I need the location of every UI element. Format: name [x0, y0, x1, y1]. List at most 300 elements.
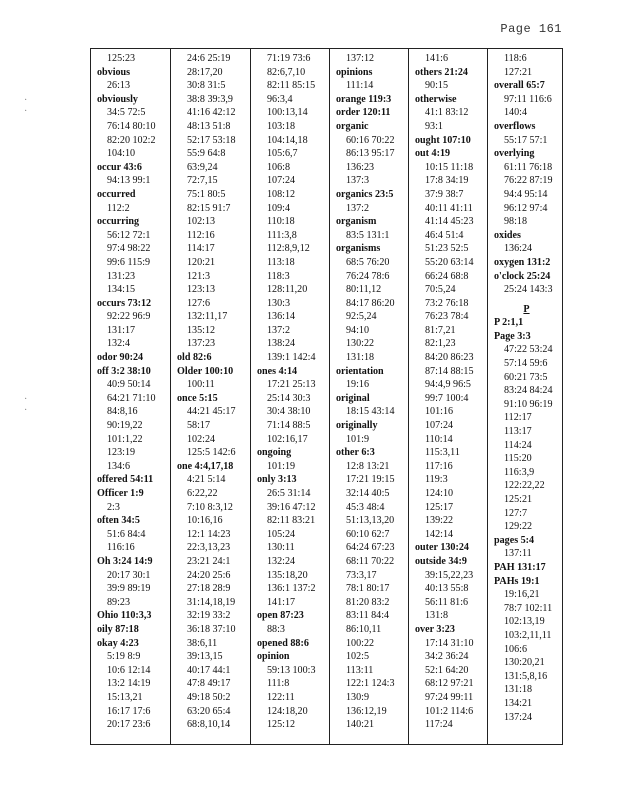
index-ref: 106:6	[504, 643, 527, 655]
index-ref: 115:3,11	[425, 447, 460, 459]
index-ref: 94:10	[346, 324, 369, 336]
index-ref: 99:7 100:4	[425, 392, 469, 404]
index-ref: 22:3,13,23	[187, 542, 231, 554]
index-word-entry: obvious	[97, 66, 131, 78]
index-ref: 108:12	[267, 188, 296, 200]
index-ref: 71:14 88:5	[267, 420, 311, 432]
index-ref: 138:24	[267, 338, 296, 350]
index-ref: 20:17 30:1	[107, 569, 151, 581]
index-ref: 100:22	[346, 637, 375, 649]
index-ref: 24:20 25:6	[187, 569, 231, 581]
index-ref: 98:18	[504, 216, 527, 228]
index-ref: 60:16 70:22	[346, 134, 395, 146]
index-word-entry: oily 87:18	[97, 623, 139, 635]
index-ref: 30:8 31:5	[187, 80, 226, 92]
index-word-entry: organism	[336, 216, 377, 228]
index-word-entry: only 3:13	[257, 474, 297, 486]
index-word-entry: organics 23:5	[336, 188, 394, 200]
index-ref: 102:13	[187, 216, 216, 228]
index-ref: 118:3	[267, 270, 290, 282]
index-ref: 91:10 96:19	[504, 398, 553, 410]
index-word-entry: occurs 73:12	[97, 297, 152, 309]
index-word-entry: opened 88:6	[257, 637, 309, 649]
index-ref: 118:6	[504, 53, 527, 64]
index-ref: 66:24 68:8	[425, 270, 469, 282]
index-ref: 96:3,4	[267, 93, 293, 105]
index-ref: 124:10	[425, 488, 454, 499]
index-word-entry: Officer 1:9	[97, 488, 144, 499]
index-ref: 105:6,7	[267, 148, 298, 160]
index-word-entry: order 120:11	[336, 107, 391, 119]
index-ref: 2:3	[107, 501, 120, 513]
index-ref: 26:5 31:14	[267, 488, 311, 499]
index-ref: 76:14 80:10	[107, 120, 156, 132]
margin-mark: ·	[24, 106, 28, 117]
index-ref: 131:17	[107, 324, 136, 336]
index-ref: 17:21 19:15	[346, 474, 395, 486]
index-ref: 82:1,23	[425, 338, 456, 350]
index-ref: 121:3	[187, 270, 210, 282]
index-ref: 76:23 78:4	[425, 311, 469, 323]
index-ref: 107:24	[267, 175, 296, 187]
index-ref: 34:2 36:24	[425, 651, 469, 663]
index-word-entry: often 34:5	[97, 515, 140, 527]
index-ref: 60:21 73:5	[504, 371, 548, 383]
index-ref: 34:5 72:5	[107, 107, 146, 119]
index-ref: 137:11	[504, 548, 532, 560]
index-ref: 40:17 44:1	[187, 664, 231, 676]
index-word-entry: otherwise	[415, 93, 457, 105]
index-ref: 130:20,21	[504, 657, 545, 669]
index-ref: 13:2 14:19	[107, 678, 151, 690]
index-ref: 103:2,11,11	[504, 629, 552, 641]
index-ref: 46:4 51:4	[425, 229, 464, 241]
index-ref: 123:19	[107, 447, 136, 459]
index-ref: 137:24	[504, 711, 533, 723]
index-ref: 111:8	[267, 678, 290, 690]
margin-mark: ·	[24, 95, 28, 106]
index-ref: 5:19 8:9	[107, 651, 141, 663]
index-ref: 131:23	[107, 270, 136, 282]
index-ref: 81:7,21	[425, 324, 456, 336]
index-ref: 19:16,21	[504, 589, 540, 601]
index-word-entry: other 6:3	[336, 447, 375, 459]
index-ref: 123:13	[187, 284, 216, 296]
index-ref: 125:21	[504, 494, 533, 505]
index-ref: 134:6	[107, 460, 130, 472]
index-ref: 71:19 73:6	[267, 53, 311, 64]
index-ref: 64:24 67:23	[346, 542, 395, 554]
index-ref: 87:14 88:15	[425, 365, 474, 377]
index-letter-heading: P	[523, 303, 530, 315]
index-ref: 110:18	[267, 216, 295, 228]
index-ref: 44:21 45:17	[187, 406, 236, 418]
index-word-entry: others 21:24	[415, 66, 468, 78]
index-ref: 112:16	[187, 229, 215, 241]
index-word-entry: orange 119:3	[336, 93, 392, 105]
index-ref: 136:1 137:2	[267, 583, 316, 595]
index-ref: 78:1 80:17	[346, 583, 390, 595]
index-ref: 117:24	[425, 719, 453, 731]
index-ref: 25:14 30:3	[267, 392, 311, 404]
index-ref: 137:2	[346, 202, 369, 214]
index-ref: 7:10 8:3,12	[187, 501, 233, 513]
index-ref: 60:10 62:7	[346, 528, 390, 540]
index-ref: 111:14	[346, 80, 374, 92]
index-ref: 73:2 76:18	[425, 297, 469, 309]
index-ref: 19:16	[346, 379, 369, 391]
index-column-4	[329, 49, 409, 744]
index-ref: 88:3	[267, 623, 285, 635]
index-word-entry: offered 54:11	[97, 474, 154, 486]
index-column-5	[408, 49, 488, 744]
index-column-1	[91, 49, 170, 744]
index-ref: 128:11,20	[267, 284, 308, 296]
index-ref: 25:24 143:3	[504, 284, 553, 296]
index-ref: 31:14,18,19	[187, 596, 236, 608]
index-ref: 10:6 12:14	[107, 664, 151, 676]
index-ref: 141:6	[425, 53, 448, 64]
index-ref: 15:13,21	[107, 691, 143, 703]
index-word-entry: outer 130:24	[415, 542, 469, 554]
index-word-entry: organisms	[336, 243, 381, 255]
index-ref: 20:17 23:6	[107, 719, 151, 731]
index-word-entry: once 5:15	[177, 392, 218, 404]
index-ref: 32:19 33:2	[187, 610, 231, 622]
index-ref: 86:13 95:17	[346, 148, 395, 160]
index-ref: 134:21	[504, 697, 533, 709]
index-ref: 109:4	[267, 202, 290, 214]
index-ref: 125:17	[425, 501, 454, 513]
index-ref: 137:2	[267, 324, 290, 336]
index-ref: 10:15 11:18	[425, 161, 474, 173]
index-ref: 120:21	[187, 256, 216, 268]
index-ref: 104:14,18	[267, 134, 308, 146]
index-word-entry: PAHs 19:1	[494, 575, 540, 587]
index-ref: 30:4 38:10	[267, 406, 311, 418]
index-word-entry: original	[336, 392, 370, 404]
index-ref: 134:15	[107, 284, 136, 296]
index-ref: 84:17 86:20	[346, 297, 395, 309]
index-ref: 68:5 76:20	[346, 256, 390, 268]
index-word-entry: overlying	[494, 148, 535, 160]
index-ref: 102:16,17	[267, 433, 308, 445]
word-index-table	[90, 48, 563, 745]
index-ref: 92:5,24	[346, 311, 377, 323]
index-ref: 125:5 142:6	[187, 447, 236, 459]
index-ref: 83:24 84:24	[504, 385, 553, 397]
index-word-entry: orientation	[336, 365, 384, 377]
index-ref: 136:24	[504, 243, 533, 255]
index-ref: 97:24 99:11	[425, 691, 474, 703]
margin-mark: ·	[24, 405, 28, 416]
index-ref: 122:11	[267, 691, 295, 703]
index-ref: 102:13,19	[504, 616, 545, 628]
index-ref: 37:9 38:7	[425, 188, 464, 200]
index-ref: 94:13 99:1	[107, 175, 151, 187]
index-ref: 125:23	[107, 53, 136, 64]
index-word-entry: Ohio 110:3,3	[97, 610, 152, 622]
index-ref: 93:1	[425, 120, 443, 132]
index-word-entry: P 2:1,1	[494, 317, 524, 329]
index-ref: 136:12,19	[346, 705, 387, 717]
index-ref: 101:16	[425, 406, 454, 418]
index-ref: 137:3	[346, 175, 369, 187]
index-ref: 139:22	[425, 515, 454, 527]
index-ref: 39:13,15	[187, 651, 223, 663]
index-ref: 51:23 52:5	[425, 243, 469, 255]
index-ref: 94:4 95:14	[504, 188, 548, 200]
index-word-entry: organic	[336, 120, 369, 132]
index-ref: 24:6 25:19	[187, 53, 231, 64]
index-ref: 48:13 51:8	[187, 120, 231, 132]
index-ref: 70:5,24	[425, 284, 456, 296]
index-ref: 63:9,24	[187, 161, 218, 173]
index-ref: 51:13,13,20	[346, 515, 395, 527]
index-ref: 68:8,10,14	[187, 719, 231, 731]
index-word-entry: opinion	[257, 651, 290, 663]
index-ref: 127:7	[504, 507, 527, 519]
index-ref: 23:21 24:1	[187, 555, 231, 567]
index-ref: 57:14 59:6	[504, 358, 548, 370]
index-word-entry: obviously	[97, 93, 138, 105]
index-word-entry: o'clock 25:24	[494, 270, 551, 282]
index-ref: 41:14 45:23	[425, 216, 474, 228]
index-ref: 80:11,12	[346, 284, 382, 296]
index-ref: 68:11 70:22	[346, 555, 395, 567]
index-ref: 117:16	[425, 460, 453, 472]
index-ref: 61:11 76:18	[504, 161, 553, 173]
index-word-entry: okay 4:23	[97, 637, 139, 649]
index-ref: 90:15	[425, 80, 448, 92]
index-ref: 27:18 28:9	[187, 583, 231, 595]
index-ref: 83:11 84:4	[346, 610, 390, 622]
index-ref: 127:6	[187, 297, 210, 309]
index-ref: 55:20 63:14	[425, 256, 474, 268]
index-ref: 63:20 65:4	[187, 705, 231, 717]
index-ref: 39:9 89:19	[107, 583, 151, 595]
index-ref: 130:3	[267, 297, 290, 309]
index-word-entry: out 4:19	[415, 148, 451, 160]
index-ref: 76:24 78:6	[346, 270, 390, 282]
index-word-entry: odor 90:24	[97, 352, 144, 364]
index-ref: 111:3,8	[267, 229, 297, 241]
index-ref: 32:14 40:5	[346, 488, 390, 499]
index-ref: 47:8 49:17	[187, 678, 231, 690]
index-ref: 131:5,8,16	[504, 670, 548, 682]
index-ref: 132:4	[107, 338, 130, 350]
index-ref: 90:19,22	[107, 420, 143, 432]
index-ref: 94:4,9 96:5	[425, 379, 471, 391]
index-word-entry: Older 100:10	[177, 365, 234, 377]
index-ref: 28:17,20	[187, 66, 223, 78]
index-ref: 10:16,16	[187, 515, 223, 527]
index-word-entry: ought 107:10	[415, 134, 471, 146]
index-ref: 89:23	[107, 596, 130, 608]
index-ref: 130:9	[346, 691, 369, 703]
index-ref: 101:1,22	[107, 433, 143, 445]
index-word-entry: pages 5:4	[494, 534, 535, 546]
index-ref: 18:15 43:14	[346, 406, 395, 418]
index-ref: 104:10	[107, 148, 136, 160]
index-ref: 49:18 50:2	[187, 691, 231, 703]
index-word-entry: off 3:2 38:10	[97, 365, 151, 377]
index-ref: 82:11 83:21	[267, 515, 316, 527]
index-ref: 45:3 48:4	[346, 501, 385, 513]
index-word-entry: overflows	[494, 120, 536, 132]
index-ref: 96:12 97:4	[504, 202, 548, 214]
index-ref: 55:17 57:1	[504, 134, 548, 146]
index-ref: 38:6,11	[187, 637, 218, 649]
index-column-6	[487, 49, 565, 744]
index-ref: 17:21 25:13	[267, 379, 316, 391]
index-ref: 39:15,22,23	[425, 569, 474, 581]
index-ref: 56:11 81:6	[425, 596, 469, 608]
index-ref: 131:18	[346, 352, 375, 364]
index-column-3	[250, 49, 330, 744]
index-ref: 119:3	[425, 474, 448, 486]
index-ref: 116:3,9	[504, 466, 535, 478]
index-ref: 112:8,9,12	[267, 243, 310, 255]
index-ref: 58:17	[187, 420, 210, 432]
index-ref: 83:5 131:1	[346, 229, 390, 241]
index-word-entry: ones 4:14	[257, 365, 298, 377]
index-ref: 107:24	[425, 420, 454, 432]
index-ref: 73:3,17	[346, 569, 377, 581]
index-ref: 52:1 64:20	[425, 664, 469, 676]
index-ref: 84:20 86:23	[425, 352, 474, 364]
index-word-entry: one 4:4,17,18	[177, 460, 234, 472]
index-ref: 131:8	[425, 610, 448, 622]
index-ref: 101:2 114:6	[425, 705, 474, 717]
index-ref: 115:20	[504, 453, 532, 465]
index-ref: 125:12	[267, 719, 296, 731]
index-ref: 130:22	[346, 338, 375, 350]
index-ref: 78:7 102:11	[504, 602, 553, 614]
index-ref: 38:8 39:3,9	[187, 93, 233, 105]
index-column-2	[170, 49, 251, 744]
index-ref: 132:11,17	[187, 311, 228, 323]
index-word-entry: opinions	[336, 66, 373, 78]
index-ref: 26:13	[107, 80, 130, 92]
index-ref: 97:11 116:6	[504, 93, 552, 105]
index-ref: 81:20 83:2	[346, 596, 390, 608]
index-ref: 141:17	[267, 596, 296, 608]
index-word-entry: outside 34:9	[415, 555, 467, 567]
index-ref: 105:24	[267, 528, 296, 540]
index-ref: 97:4 98:22	[107, 243, 151, 255]
index-ref: 113:17	[504, 426, 532, 438]
index-ref: 136:23	[346, 161, 375, 173]
index-ref: 100:13,14	[267, 107, 308, 119]
index-ref: 131:18	[504, 684, 533, 696]
index-ref: 129:22	[504, 521, 533, 533]
index-ref: 114:17	[187, 243, 215, 255]
index-ref: 75:1 80:5	[187, 188, 226, 200]
index-ref: 140:4	[504, 107, 527, 119]
index-ref: 82:15 91:7	[187, 202, 231, 214]
index-ref: 82:11 85:15	[267, 80, 316, 92]
index-ref: 92:22 96:9	[107, 311, 151, 323]
index-word-entry: occur 43:6	[97, 161, 142, 173]
index-ref: 68:12 97:21	[425, 678, 474, 690]
index-ref: 135:12	[187, 324, 216, 336]
index-ref: 113:11	[346, 664, 374, 676]
index-ref: 127:21	[504, 66, 533, 78]
index-ref: 100:11	[187, 379, 215, 391]
index-ref: 52:17 53:18	[187, 134, 236, 146]
index-ref: 41:16 42:12	[187, 107, 236, 119]
index-ref: 102:24	[187, 433, 216, 445]
index-ref: 113:18	[267, 256, 295, 268]
index-ref: 112:17	[504, 412, 532, 424]
index-ref: 55:9 64:8	[187, 148, 226, 160]
margin-mark: ·	[24, 394, 28, 405]
index-ref: 116:16	[107, 542, 135, 554]
index-ref: 40:13 55:8	[425, 583, 469, 595]
index-ref: 136:14	[267, 311, 296, 323]
index-word-entry: open 87:23	[257, 610, 304, 622]
index-ref: 39:16 47:12	[267, 501, 316, 513]
index-word-entry: ongoing	[257, 447, 292, 459]
index-ref: 130:11	[267, 542, 295, 554]
index-ref: 112:2	[107, 202, 130, 214]
index-ref: 142:14	[425, 528, 454, 540]
index-ref: 132:24	[267, 555, 296, 567]
index-word-entry: over 3:23	[415, 623, 455, 635]
index-ref: 140:21	[346, 719, 375, 731]
index-ref: 137:12	[346, 53, 375, 64]
index-ref: 86:10,11	[346, 623, 382, 635]
index-ref: 84:8,16	[107, 406, 138, 418]
index-word-entry: PAH 131:17	[494, 561, 546, 573]
index-ref: 122:22,22	[504, 480, 545, 492]
index-word-entry: Oh 3:24 14:9	[97, 555, 153, 567]
index-ref: 124:18,20	[267, 705, 308, 717]
index-ref: 122:1 124:3	[346, 678, 395, 690]
index-word-entry: oxygen 131:2	[494, 256, 551, 268]
index-ref: 72:7,15	[187, 175, 218, 187]
index-word-entry: oxides	[494, 229, 521, 241]
index-ref: 102:5	[346, 651, 369, 663]
index-ref: 40:11 41:11	[425, 202, 473, 214]
index-ref: 106:8	[267, 161, 290, 173]
index-ref: 139:1 142:4	[267, 352, 316, 364]
index-ref: 59:13 100:3	[267, 664, 316, 676]
index-ref: 137:23	[187, 338, 216, 350]
index-word-entry: old 82:6	[177, 352, 212, 364]
index-ref: 114:24	[504, 439, 532, 451]
index-word-entry: occurring	[97, 216, 140, 228]
index-ref: 12:1 14:23	[187, 528, 231, 540]
index-word-entry: overall 65:7	[494, 80, 545, 92]
index-ref: 41:1 83:12	[425, 107, 469, 119]
index-ref: 12:8 13:21	[346, 460, 390, 472]
index-ref: 101:9	[346, 433, 369, 445]
index-ref: 16:17 17:6	[107, 705, 151, 717]
index-ref: 40:9 50:14	[107, 379, 151, 391]
index-ref: 17:8 34:19	[425, 175, 469, 187]
page-number: Page 161	[500, 22, 562, 36]
index-ref: 17:14 31:10	[425, 637, 474, 649]
index-word-entry: Page 3:3	[494, 330, 531, 342]
index-ref: 64:21 71:10	[107, 392, 156, 404]
index-ref: 4:21 5:14	[187, 474, 226, 486]
index-ref: 103:18	[267, 120, 296, 132]
index-ref: 82:6,7,10	[267, 66, 306, 78]
index-ref: 101:19	[267, 460, 296, 472]
index-ref: 76:22 87:19	[504, 175, 553, 187]
